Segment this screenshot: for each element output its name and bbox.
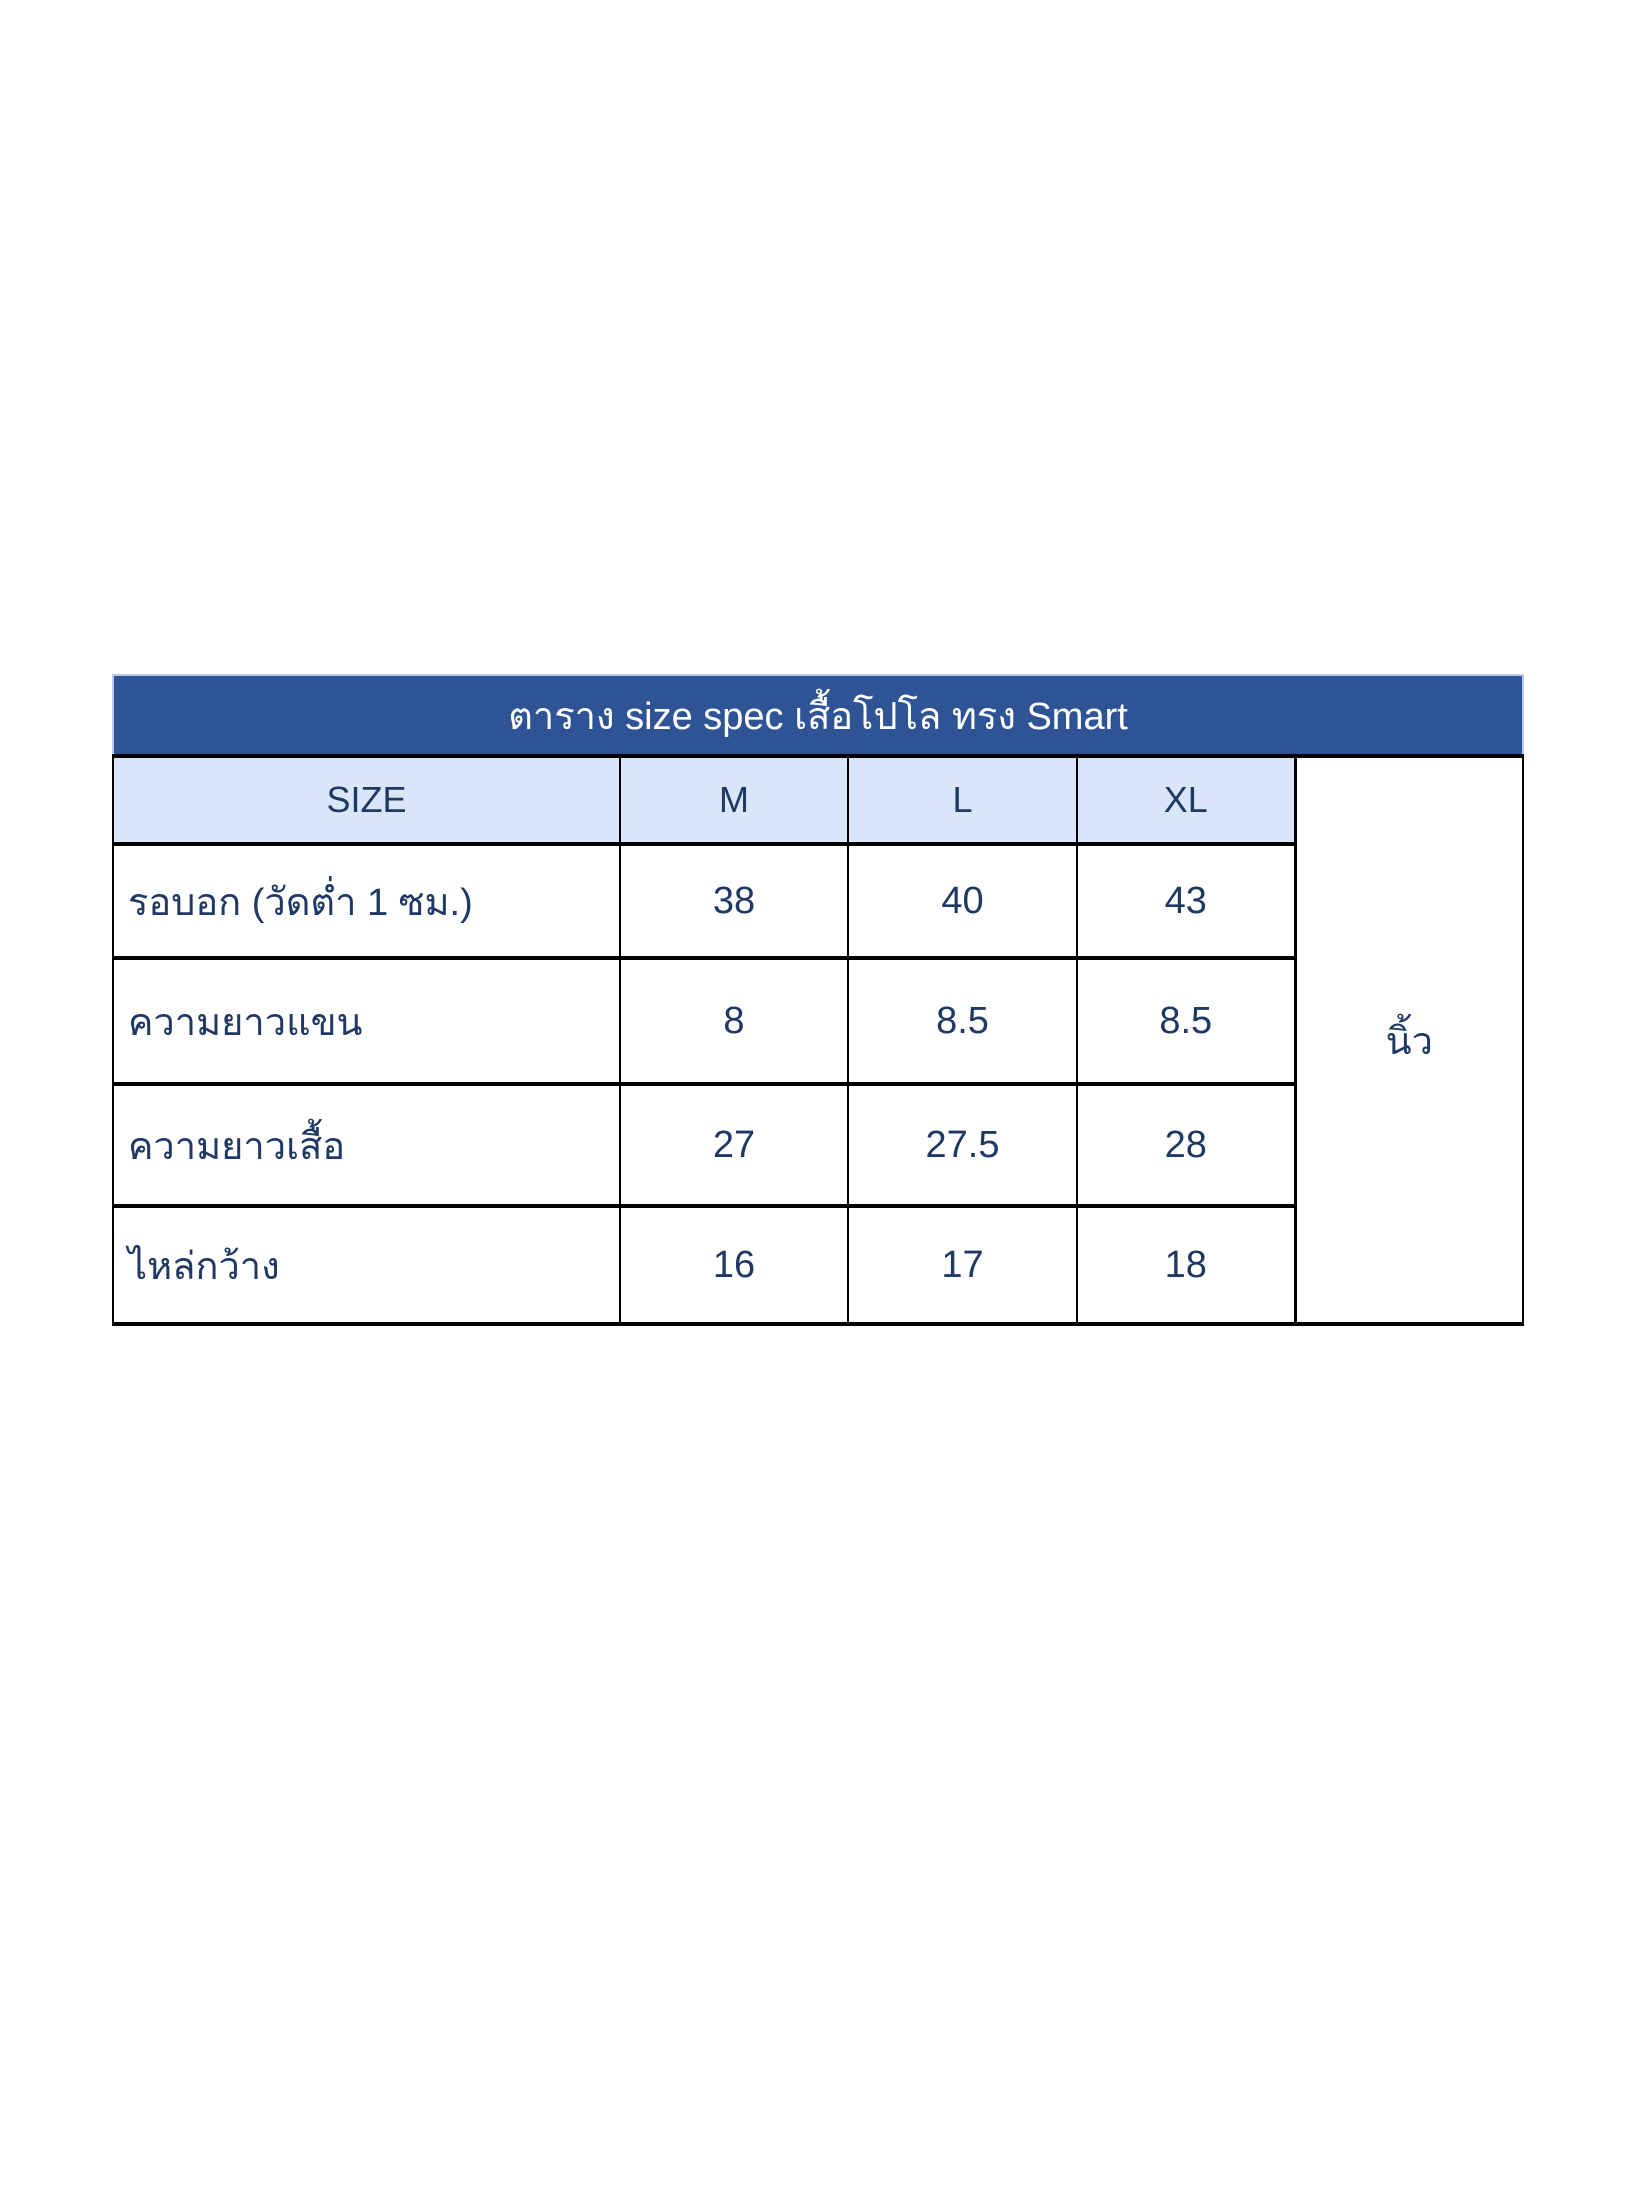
value-cell: 17: [848, 1206, 1077, 1324]
row-label-sleeve-length: ความยาวแขน: [113, 958, 620, 1084]
size-spec-table: [112, 674, 1524, 1326]
header-size: SIZE: [113, 756, 620, 844]
value-cell: 18: [1077, 1206, 1295, 1324]
row-label-chest: รอบอก (วัดต่ำ 1 ซม.): [113, 844, 620, 958]
value-cell: 8.5: [1077, 958, 1295, 1084]
value-cell: 27.5: [848, 1084, 1077, 1206]
header-xl: XL: [1077, 756, 1295, 844]
unit-cell: นิ้ว: [1295, 756, 1523, 1324]
value-cell: 8.5: [848, 958, 1077, 1084]
row-label-shirt-length: ความยาวเสื้อ: [113, 1084, 620, 1206]
table-title: ตาราง size spec เสื้อโปโล ทรง Smart: [113, 675, 1523, 756]
value-cell: 8: [620, 958, 848, 1084]
value-cell: 40: [848, 844, 1077, 958]
title-row: [113, 675, 1523, 756]
header-row: [113, 756, 1523, 844]
header-l: L: [848, 756, 1077, 844]
header-m: M: [620, 756, 848, 844]
value-cell: 27: [620, 1084, 848, 1206]
row-label-shoulder-width: ไหล่กว้าง: [113, 1206, 620, 1324]
value-cell: 16: [620, 1206, 848, 1324]
value-cell: 43: [1077, 844, 1295, 958]
value-cell: 38: [620, 844, 848, 958]
value-cell: 28: [1077, 1084, 1295, 1206]
